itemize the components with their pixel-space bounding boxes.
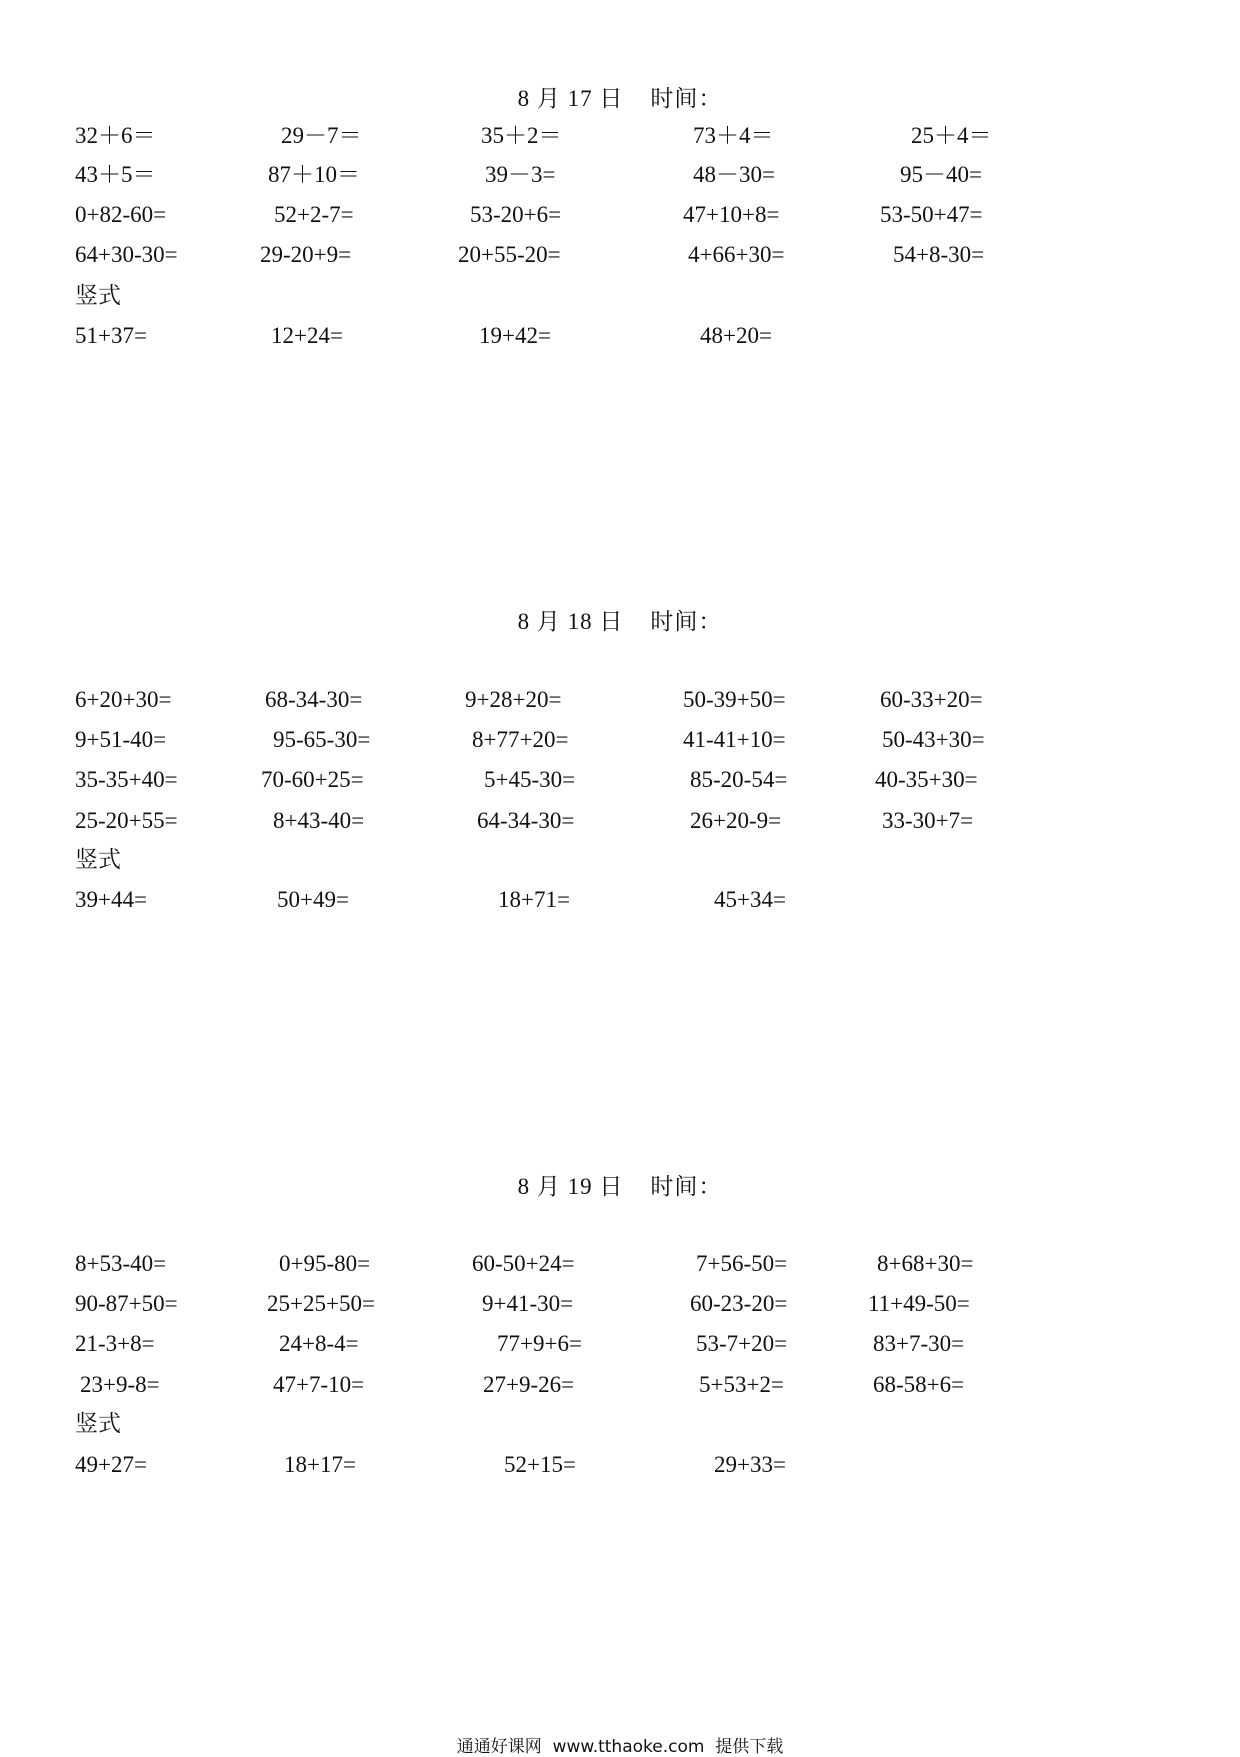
math-problem: 29－7＝ — [281, 123, 362, 148]
math-problem: 33-30+7= — [882, 808, 974, 833]
math-problem: 18+71= — [498, 887, 570, 912]
vertical-problem-row — [0, 1450, 1240, 1480]
math-problem: 64+30-30= — [75, 242, 178, 267]
vertical-problem-row — [0, 321, 1240, 351]
math-problem: 52+2-7= — [274, 202, 354, 227]
math-problem: 50-39+50= — [683, 687, 786, 712]
math-problem: 48+20= — [700, 323, 772, 348]
math-problem: 11+49-50= — [868, 1291, 970, 1316]
math-problem: 54+8-30= — [893, 242, 985, 267]
math-problem: 9+51-40= — [75, 727, 167, 752]
section-header: 8 月 17 日 时间： — [517, 86, 723, 111]
math-problem: 41-41+10= — [683, 727, 786, 752]
section-header: 8 月 19 日 时间： — [517, 1174, 723, 1199]
vertical-form-label: 竖式 — [75, 847, 121, 873]
math-problem: 70-60+25= — [261, 767, 364, 792]
math-problem: 68-58+6= — [873, 1372, 965, 1397]
math-problem: 19+42= — [479, 323, 551, 348]
problem-row — [0, 1370, 1240, 1400]
math-problem: 8+68+30= — [877, 1251, 974, 1276]
math-problem: 5+45-30= — [484, 767, 576, 792]
math-problem: 87＋10＝ — [268, 162, 360, 187]
problem-row — [0, 806, 1240, 836]
math-problem: 50+49= — [277, 887, 349, 912]
math-problem: 43＋5＝ — [75, 162, 156, 187]
math-problem: 53-50+47= — [880, 202, 983, 227]
math-problem: 5+53+2= — [699, 1372, 784, 1397]
math-problem: 35＋2＝ — [481, 123, 562, 148]
math-problem: 39－3= — [485, 162, 556, 187]
math-problem: 8+77+20= — [472, 727, 569, 752]
math-problem: 39+44= — [75, 887, 147, 912]
math-problem: 12+24= — [271, 323, 343, 348]
math-problem: 7+56-50= — [696, 1251, 788, 1276]
math-problem: 51+37= — [75, 323, 147, 348]
math-problem: 48－30= — [693, 162, 775, 187]
math-problem: 53-7+20= — [696, 1331, 788, 1356]
problem-row — [0, 121, 1240, 151]
math-problem: 18+17= — [284, 1452, 356, 1477]
math-problem: 6+20+30= — [75, 687, 172, 712]
math-problem: 68-34-30= — [265, 687, 363, 712]
math-problem: 35-35+40= — [75, 767, 178, 792]
math-problem: 47+7-10= — [273, 1372, 365, 1397]
problem-row — [0, 240, 1240, 270]
math-problem: 4+66+30= — [688, 242, 785, 267]
problem-row — [0, 1329, 1240, 1359]
math-problem: 53-20+6= — [470, 202, 562, 227]
math-problem: 9+41-30= — [482, 1291, 574, 1316]
math-problem: 49+27= — [75, 1452, 147, 1477]
vertical-form-label: 竖式 — [75, 1411, 121, 1437]
math-problem: 9+28+20= — [465, 687, 562, 712]
problem-row — [0, 685, 1240, 715]
math-problem: 40-35+30= — [875, 767, 978, 792]
math-problem: 29+33= — [714, 1452, 786, 1477]
math-problem: 25-20+55= — [75, 808, 178, 833]
math-problem: 60-33+20= — [880, 687, 983, 712]
math-problem: 0+82-60= — [75, 202, 167, 227]
math-problem: 60-23-20= — [690, 1291, 788, 1316]
math-problem: 77+9+6= — [497, 1331, 582, 1356]
math-problem: 21-3+8= — [75, 1331, 155, 1356]
footer-credit: 通通好课网 www.tthaoke.com 提供下载 — [456, 1737, 784, 1757]
math-problem: 0+95-80= — [279, 1251, 371, 1276]
problem-row — [0, 160, 1240, 190]
math-problem: 25+25+50= — [267, 1291, 375, 1316]
math-problem: 95-65-30= — [273, 727, 371, 752]
math-problem: 73＋4＝ — [693, 123, 774, 148]
math-problem: 47+10+8= — [683, 202, 780, 227]
math-problem: 90-87+50= — [75, 1291, 178, 1316]
math-problem: 8+43-40= — [273, 808, 365, 833]
math-problem: 26+20-9= — [690, 808, 782, 833]
math-problem: 45+34= — [714, 887, 786, 912]
math-problem: 20+55-20= — [458, 242, 561, 267]
math-problem: 23+9-8= — [80, 1372, 160, 1397]
vertical-problem-row — [0, 885, 1240, 915]
math-problem: 64-34-30= — [477, 808, 575, 833]
math-problem: 60-50+24= — [472, 1251, 575, 1276]
math-problem: 50-43+30= — [882, 727, 985, 752]
problem-row — [0, 765, 1240, 795]
vertical-form-label: 竖式 — [75, 283, 121, 309]
math-problem: 29-20+9= — [260, 242, 352, 267]
math-problem: 8+53-40= — [75, 1251, 167, 1276]
problem-row — [0, 725, 1240, 755]
problem-row — [0, 1289, 1240, 1319]
problem-row — [0, 200, 1240, 230]
section-header: 8 月 18 日 时间： — [517, 609, 723, 634]
math-problem: 27+9-26= — [483, 1372, 575, 1397]
math-problem: 25＋4＝ — [911, 123, 992, 148]
problem-row — [0, 1249, 1240, 1279]
math-problem: 83+7-30= — [873, 1331, 965, 1356]
math-problem: 24+8-4= — [279, 1331, 359, 1356]
math-problem: 32＋6＝ — [75, 123, 156, 148]
math-problem: 52+15= — [504, 1452, 576, 1477]
math-problem: 95－40= — [900, 162, 982, 187]
math-problem: 85-20-54= — [690, 767, 788, 792]
